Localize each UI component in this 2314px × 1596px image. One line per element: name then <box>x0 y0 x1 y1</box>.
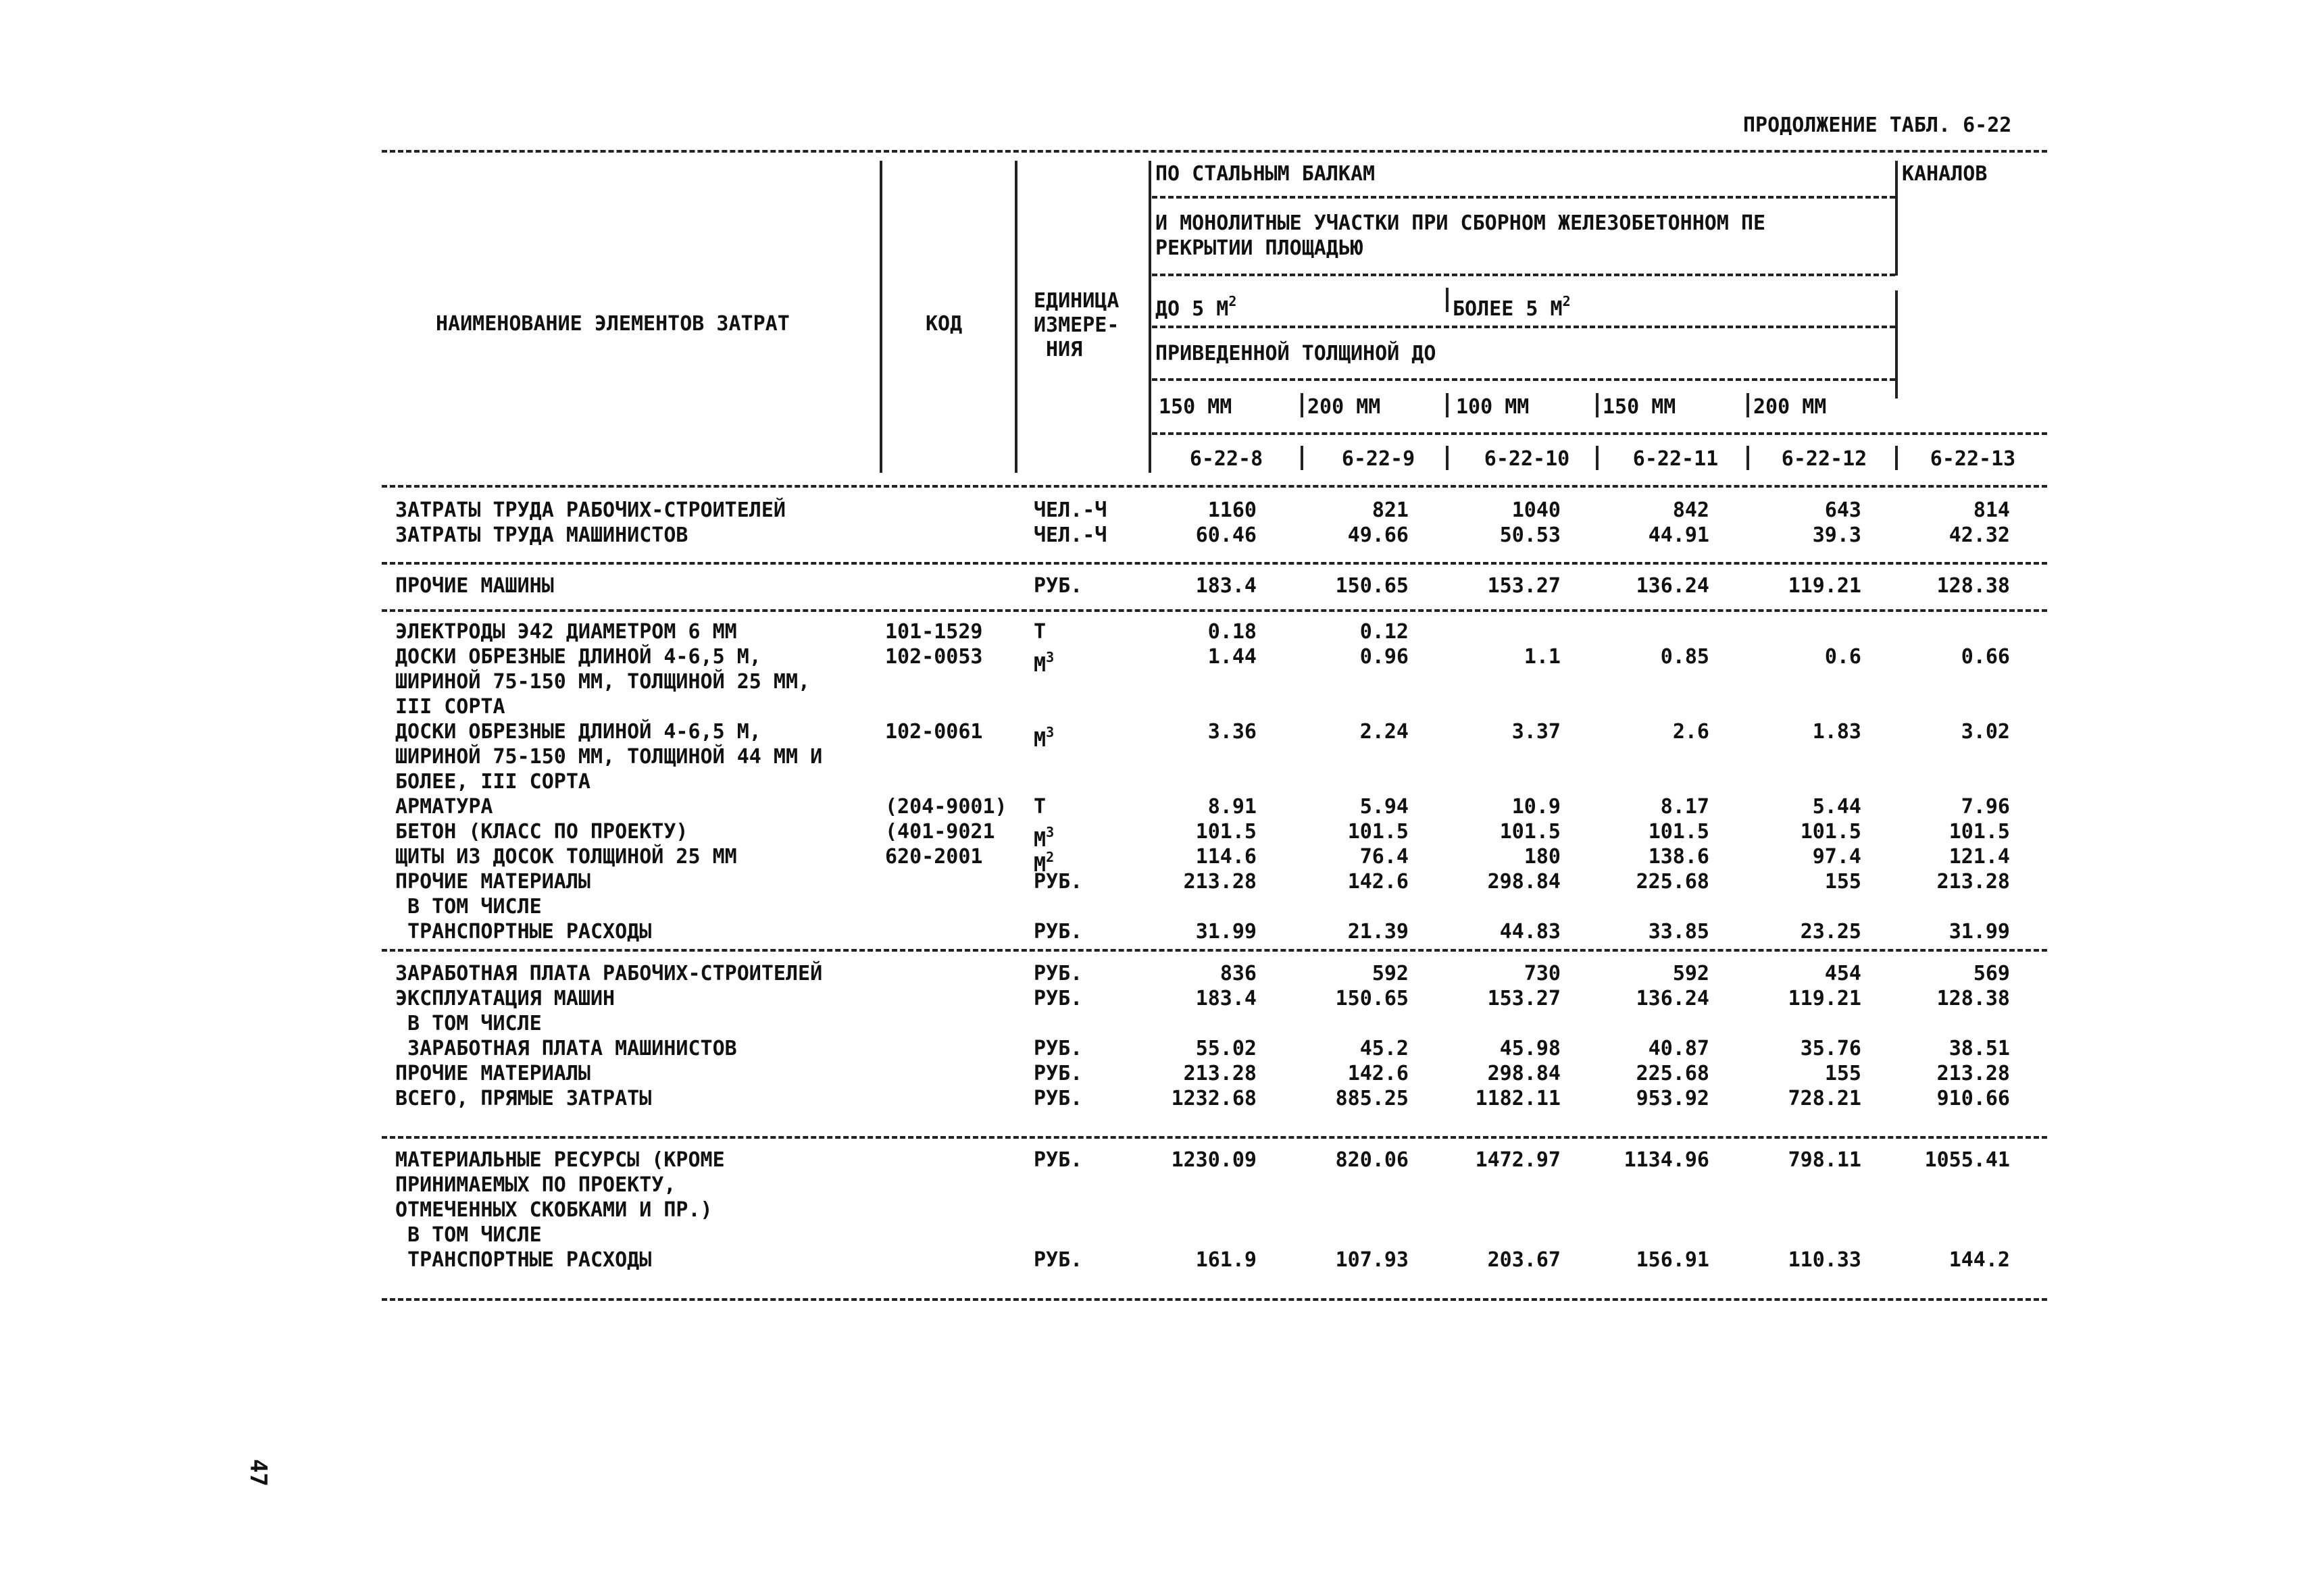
column-header-name: НАИМЕНОВАНИЕ ЭЛЕМЕНТОВ ЗАТРАТ <box>436 312 790 336</box>
row-unit: Т <box>1034 620 1047 644</box>
row-value: 39.3 <box>1812 523 1861 547</box>
row-code: 102-0053 <box>885 645 983 669</box>
area-small-sup: 2 <box>1228 293 1237 309</box>
header-divider-name-code <box>880 161 882 473</box>
row-value: 33.85 <box>1648 920 1709 944</box>
row-unit: РУБ. <box>1034 1248 1083 1272</box>
row-value: 213.28 <box>1936 870 2010 894</box>
row-unit: ЧЕЛ.-Ч <box>1034 523 1107 547</box>
section-rule <box>382 1136 2047 1139</box>
row-name-line: ЭЛЕКТРОДЫ Э42 ДИАМЕТРОМ 6 ММ <box>395 620 737 644</box>
row-value: 569 <box>1973 962 2010 985</box>
row-value: 121.4 <box>1948 845 2010 869</box>
row-unit: ЧЕЛ.-Ч <box>1034 498 1107 522</box>
row-value: 114.6 <box>1195 845 1257 869</box>
row-value: 1.44 <box>1207 645 1257 669</box>
row-value: 298.84 <box>1487 1062 1561 1085</box>
row-value: 1134.96 <box>1624 1148 1709 1172</box>
section-rule <box>382 609 2047 612</box>
row-value: 592 <box>1372 962 1409 985</box>
row-value: 0.6 <box>1824 645 1861 669</box>
column-header-code: КОД <box>926 312 963 336</box>
row-name-line: ЗАТРАТЫ ТРУДА РАБОЧИХ-СТРОИТЕЛЕЙ <box>395 498 786 522</box>
row-value: 55.02 <box>1195 1037 1257 1060</box>
row-name-line: ПРИНИМАЕМЫХ ПО ПРОЕКТУ, <box>395 1173 676 1197</box>
header-divider-code-unit <box>1015 161 1017 473</box>
row-value: 21.39 <box>1347 920 1409 944</box>
area-large-sup: 2 <box>1562 293 1571 309</box>
header-divider-area <box>1446 288 1449 312</box>
row-value: 2.6 <box>1672 720 1709 744</box>
row-value: 225.68 <box>1636 1062 1709 1085</box>
unit-base: М <box>1034 853 1047 877</box>
row-value: 821 <box>1372 498 1409 522</box>
row-value: 728.21 <box>1788 1087 1861 1110</box>
row-value: 23.25 <box>1800 920 1861 944</box>
row-value: 1.83 <box>1812 720 1861 744</box>
code-col-4: 6-22-11 <box>1632 447 1719 471</box>
row-value: 953.92 <box>1636 1087 1709 1110</box>
row-value: 1055.41 <box>1924 1148 2010 1172</box>
header-rule-5 <box>1152 432 2047 435</box>
row-value: 183.4 <box>1195 987 1257 1010</box>
column-thickness: ПРИВЕДЕННОЙ ТОЛЩИНОЙ ДО <box>1155 342 1436 365</box>
row-value: 1472.97 <box>1475 1148 1561 1172</box>
row-unit: РУБ. <box>1034 1062 1083 1085</box>
unit-base: М <box>1034 728 1047 752</box>
row-name-line: ЭКСПЛУАТАЦИЯ МАШИН <box>395 987 615 1010</box>
section-rule <box>382 1298 2047 1301</box>
unit-exponent: 2 <box>1046 849 1055 865</box>
column-area-large <box>1453 289 1571 321</box>
code-divider-4 <box>1746 446 1749 470</box>
code-col-3: 6-22-10 <box>1484 447 1570 471</box>
row-code: 620-2001 <box>885 845 983 869</box>
row-value: 107.93 <box>1335 1248 1409 1272</box>
row-name-line: В ТОМ ЧИСЛЕ <box>395 1012 542 1035</box>
row-value: 836 <box>1219 962 1257 985</box>
row-value: 643 <box>1824 498 1861 522</box>
row-name-line: ПРОЧИЕ МАТЕРИАЛЫ <box>395 1062 590 1085</box>
row-value: 814 <box>1973 498 2010 522</box>
row-value: 820.06 <box>1335 1148 1409 1172</box>
row-name-line: ДОСКИ ОБРЕЗНЫЕ ДЛИНОЙ 4-6,5 М, <box>395 645 761 669</box>
row-value: 136.24 <box>1636 574 1709 598</box>
column-area-small <box>1155 289 1236 321</box>
row-value: 1182.11 <box>1475 1087 1561 1110</box>
row-value: 50.53 <box>1499 523 1561 547</box>
area-large-label: БОЛЕЕ 5 М <box>1453 297 1563 321</box>
thickness-100: 100 ММ <box>1456 395 1530 419</box>
row-name-line: ОТМЕЧЕННЫХ СКОБКАМИ И ПР.) <box>395 1198 713 1222</box>
column-header-unit-2: ИЗМЕРЕ- <box>1034 313 1120 337</box>
row-value: 128.38 <box>1936 574 2010 598</box>
row-value: 40.87 <box>1648 1037 1709 1060</box>
row-value: 1040 <box>1511 498 1561 522</box>
row-value: 213.28 <box>1936 1062 2010 1085</box>
row-name-line: ШИРИНОЙ 75-150 ММ, ТОЛЩИНОЙ 44 ММ И <box>395 745 823 769</box>
column-subgroup-line2: РЕКРЫТИИ ПЛОЩАДЬЮ <box>1155 236 1363 260</box>
header-divider-group2 <box>1895 161 1898 276</box>
row-name-line: В ТОМ ЧИСЛЕ <box>395 1223 542 1247</box>
column-subgroup-line1: И МОНОЛИТНЫЕ УЧАСТКИ ПРИ СБОРНОМ ЖЕЛЕЗОБЕТОННОМ ПЕ <box>1155 211 1766 235</box>
row-value: 213.28 <box>1183 870 1257 894</box>
row-value: 1.1 <box>1524 645 1561 669</box>
row-value: 119.21 <box>1788 574 1861 598</box>
row-value: 155 <box>1824 870 1861 894</box>
column-group-channels: КАНАЛОВ <box>1902 162 1988 186</box>
row-value: 203.67 <box>1487 1248 1561 1272</box>
row-unit: РУБ. <box>1034 870 1083 894</box>
row-value: 156.91 <box>1636 1248 1709 1272</box>
row-value: 38.51 <box>1948 1037 2010 1060</box>
column-header-unit-3: НИЯ <box>1046 338 1083 361</box>
row-value: 0.66 <box>1961 645 2010 669</box>
row-value: 1160 <box>1207 498 1257 522</box>
row-value: 730 <box>1524 962 1561 985</box>
row-value: 161.9 <box>1195 1248 1257 1272</box>
row-value: 213.28 <box>1183 1062 1257 1085</box>
row-name-line: АРМАТУРА <box>395 795 493 819</box>
code-divider-5 <box>1895 446 1898 470</box>
section-rule <box>382 562 2047 565</box>
row-unit: РУБ. <box>1034 962 1083 985</box>
code-divider-1 <box>1301 446 1303 470</box>
row-name-line: ЗАРАБОТНАЯ ПЛАТА МАШИНИСТОВ <box>395 1037 737 1060</box>
row-value: 153.27 <box>1487 574 1561 598</box>
page-number: 47 <box>245 1459 272 1487</box>
row-value: 8.17 <box>1660 795 1709 819</box>
code-col-5: 6-22-12 <box>1781 447 1867 471</box>
row-value: 798.11 <box>1788 1148 1861 1172</box>
row-name-line: ДОСКИ ОБРЕЗНЫЕ ДЛИНОЙ 4-6,5 М, <box>395 720 761 744</box>
header-divider-right <box>1895 290 1898 398</box>
row-value: 1230.09 <box>1171 1148 1257 1172</box>
row-name-line: БОЛЕЕ, III СОРТА <box>395 770 590 794</box>
row-code: 102-0061 <box>885 720 983 744</box>
row-value: 110.33 <box>1788 1248 1861 1272</box>
unit-base: М <box>1034 828 1047 852</box>
row-value: 3.36 <box>1207 720 1257 744</box>
row-value: 128.38 <box>1936 987 2010 1010</box>
row-value: 8.91 <box>1207 795 1257 819</box>
row-name-line: МАТЕРИАЛЬНЫЕ РЕСУРСЫ (КРОМЕ <box>395 1148 725 1172</box>
row-value: 10.9 <box>1511 795 1561 819</box>
row-code: 101-1529 <box>885 620 983 644</box>
row-name-line: ЩИТЫ ИЗ ДОСОК ТОЛЩИНОЙ 25 ММ <box>395 845 737 869</box>
column-group-steel-beams: ПО СТАЛЬНЫМ БАЛКАМ <box>1155 162 1376 186</box>
header-rule-2 <box>1152 274 1895 276</box>
row-unit <box>1034 645 1054 677</box>
row-value: 101.5 <box>1195 820 1257 844</box>
row-value: 1232.68 <box>1171 1087 1257 1110</box>
thick-divider-3 <box>1596 393 1599 417</box>
row-name-line: ПРОЧИЕ МАШИНЫ <box>395 574 554 598</box>
row-name-line: ПРОЧИЕ МАТЕРИАЛЫ <box>395 870 590 894</box>
row-value: 97.4 <box>1812 845 1861 869</box>
row-value: 31.99 <box>1948 920 2010 944</box>
header-rule-3 <box>1152 326 1895 328</box>
row-value: 76.4 <box>1359 845 1409 869</box>
thickness-200-a: 200 ММ <box>1307 395 1381 419</box>
row-name-line: ЗАРАБОТНАЯ ПЛАТА РАБОЧИХ-СТРОИТЕЛЕЙ <box>395 962 823 985</box>
row-value: 0.18 <box>1207 620 1257 644</box>
row-unit: РУБ. <box>1034 1037 1083 1060</box>
row-name-line: ТРАНСПОРТНЫЕ РАСХОДЫ <box>395 920 652 944</box>
row-value: 842 <box>1672 498 1709 522</box>
row-unit: Т <box>1034 795 1047 819</box>
row-name-line: ВСЕГО, ПРЯМЫЕ ЗАТРАТЫ <box>395 1087 652 1110</box>
row-value: 31.99 <box>1195 920 1257 944</box>
row-value: 454 <box>1824 962 1861 985</box>
row-unit: РУБ. <box>1034 920 1083 944</box>
row-value: 0.96 <box>1359 645 1409 669</box>
thick-divider-1 <box>1301 393 1303 417</box>
row-value: 136.24 <box>1636 987 1709 1010</box>
unit-base: М <box>1034 653 1047 677</box>
row-value: 5.44 <box>1812 795 1861 819</box>
code-col-2: 6-22-9 <box>1341 447 1415 471</box>
header-rule-1 <box>1152 196 1895 199</box>
row-value: 44.83 <box>1499 920 1561 944</box>
code-col-1: 6-22-8 <box>1189 447 1263 471</box>
area-small-label: ДО 5 М <box>1155 297 1229 321</box>
row-unit: РУБ. <box>1034 1087 1083 1110</box>
row-value: 298.84 <box>1487 870 1561 894</box>
row-name-line: БЕТОН (КЛАСС ПО ПРОЕКТУ) <box>395 820 688 844</box>
row-value: 44.91 <box>1648 523 1709 547</box>
row-value: 60.46 <box>1195 523 1257 547</box>
row-value: 142.6 <box>1347 1062 1409 1085</box>
row-value: 3.02 <box>1961 720 2010 744</box>
row-value: 3.37 <box>1511 720 1561 744</box>
row-code: (204-9001) <box>885 795 1007 819</box>
header-bottom-rule <box>382 485 2047 488</box>
thickness-200-b: 200 ММ <box>1753 395 1827 419</box>
unit-exponent: 3 <box>1046 724 1055 740</box>
row-value: 45.98 <box>1499 1037 1561 1060</box>
row-value: 49.66 <box>1347 523 1409 547</box>
row-value: 180 <box>1524 845 1561 869</box>
row-unit: РУБ. <box>1034 574 1083 598</box>
row-value: 0.12 <box>1359 620 1409 644</box>
code-divider-2 <box>1446 446 1449 470</box>
row-code: (401-9021 <box>885 820 995 844</box>
row-value: 7.96 <box>1961 795 2010 819</box>
row-name-line: В ТОМ ЧИСЛЕ <box>395 895 542 919</box>
row-name-line: ТРАНСПОРТНЫЕ РАСХОДЫ <box>395 1248 652 1272</box>
row-value: 144.2 <box>1948 1248 2010 1272</box>
row-value: 183.4 <box>1195 574 1257 598</box>
row-value: 150.65 <box>1335 574 1409 598</box>
row-value: 225.68 <box>1636 870 1709 894</box>
row-unit <box>1034 720 1054 752</box>
row-value: 101.5 <box>1648 820 1709 844</box>
row-value: 592 <box>1672 962 1709 985</box>
row-value: 5.94 <box>1359 795 1409 819</box>
thick-divider-4 <box>1746 393 1749 417</box>
header-divider-unit-values <box>1149 161 1151 473</box>
thick-divider-2 <box>1446 393 1449 417</box>
row-value: 153.27 <box>1487 987 1561 1010</box>
row-value: 142.6 <box>1347 870 1409 894</box>
row-value: 138.6 <box>1648 845 1709 869</box>
section-rule <box>382 949 2047 952</box>
row-name-line: ШИРИНОЙ 75-150 ММ, ТОЛЩИНОЙ 25 ММ, <box>395 670 811 694</box>
row-value: 910.66 <box>1936 1087 2010 1110</box>
row-value: 101.5 <box>1948 820 2010 844</box>
row-value: 35.76 <box>1800 1037 1861 1060</box>
row-value: 119.21 <box>1788 987 1861 1010</box>
row-value: 45.2 <box>1359 1037 1409 1060</box>
thickness-150-a: 150 ММ <box>1159 395 1232 419</box>
code-col-6: 6-22-13 <box>1930 447 2016 471</box>
row-value: 0.85 <box>1660 645 1709 669</box>
unit-exponent: 3 <box>1046 824 1055 840</box>
column-header-unit-1: ЕДИНИЦА <box>1034 289 1120 313</box>
unit-exponent: 3 <box>1046 649 1055 665</box>
header-rule-4 <box>1152 378 1895 381</box>
code-divider-3 <box>1596 446 1599 470</box>
row-unit: РУБ. <box>1034 1148 1083 1172</box>
thickness-150-b: 150 ММ <box>1603 395 1676 419</box>
row-unit: РУБ. <box>1034 987 1083 1010</box>
row-value: 885.25 <box>1335 1087 1409 1110</box>
row-value: 101.5 <box>1499 820 1561 844</box>
row-value: 150.65 <box>1335 987 1409 1010</box>
row-name-line: ЗАТРАТЫ ТРУДА МАШИНИСТОВ <box>395 523 688 547</box>
row-value: 42.32 <box>1948 523 2010 547</box>
row-value: 2.24 <box>1359 720 1409 744</box>
row-value: 155 <box>1824 1062 1861 1085</box>
row-name-line: III СОРТА <box>395 695 505 719</box>
row-value: 101.5 <box>1800 820 1861 844</box>
table-continuation-caption: ПРОДОЛЖЕНИЕ ТАБЛ. 6-22 <box>1743 113 2012 137</box>
header-top-rule <box>382 150 2047 153</box>
row-value: 101.5 <box>1347 820 1409 844</box>
